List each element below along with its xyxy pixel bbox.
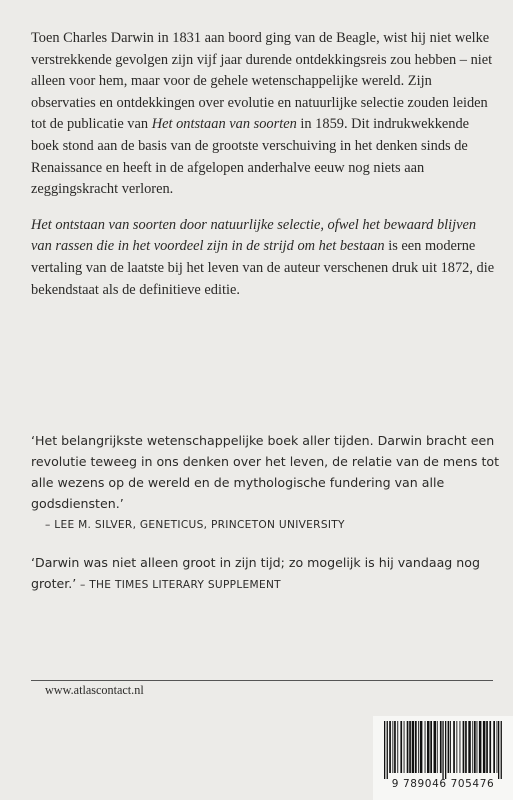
barcode-bar: [493, 721, 495, 773]
barcode-bar: [430, 721, 432, 773]
barcode-bar: [497, 721, 498, 773]
footer-divider: [31, 680, 493, 681]
barcode-panel: [373, 716, 513, 800]
blurb-p1-segment: in 1859. Dit indrukwekkende boek stond aan de basis van de grootste verschuiving in het denken sinds de Renaissance en heeft in de afgelopen anderhalve eeuw nog niets aan zeggingskracht verloren.: [31, 116, 470, 198]
barcode-bar: [394, 721, 396, 773]
barcode-bar: [397, 721, 398, 773]
blurb-p2-segment: is een moderne vertaling van de laatste bij het leven van de auteur verschenen druk uit 1872, die bekendstaat als de definitieve editie.: [31, 238, 495, 298]
barcode-bar: [450, 721, 451, 773]
review-quote-1-attribution: – LEE M. SILVER, GENETICUS, PRINCETON UNIVERSITY: [45, 519, 345, 531]
review-quote-2-text: ‘Darwin was niet alleen groot in zijn tijd; zo mogelijk is hij vandaag nog groter.’: [31, 555, 480, 591]
publisher-website: www.atlascontact.nl: [45, 683, 144, 697]
barcode-bar: [456, 721, 457, 773]
barcode-bar: [468, 721, 471, 773]
barcode-bar: [460, 721, 461, 773]
blurb-p2-segment: Het ontstaan van soorten door natuurlijke selectie, ofwel het bewaard blijven van rassen die in het voordeel zijn in de strijd om het bestaan: [31, 216, 477, 255]
review-quote-2-attribution: – THE TIMES LITERARY SUPPLEMENT: [76, 579, 281, 591]
barcode-bar: [474, 721, 476, 773]
barcode-bar: [387, 721, 388, 779]
barcode-bar: [477, 721, 478, 773]
barcode-bar: [412, 721, 415, 773]
review-quote-2: [31, 552, 501, 596]
barcode-bar: [404, 721, 405, 773]
barcode-bar: [442, 721, 443, 779]
barcode-bar: [407, 721, 409, 773]
barcode-bar: [425, 721, 426, 773]
blurb-paragraph-1: [31, 28, 499, 201]
barcode-bar: [420, 721, 423, 773]
barcode-bar: [400, 721, 402, 773]
barcode-bar: [489, 721, 491, 773]
barcode-bar: [427, 721, 430, 773]
barcode-bar: [418, 721, 419, 773]
blurb-paragraph-2: [31, 215, 499, 301]
blurb-p1-segment: Toen Charles Darwin in 1831 aan boord ging van de Beagle, wist hij niet welke verstrekkende gevolgen zijn vijf jaar durende ontdekkingsreis zou hebben – niet alleen voor hem, maar voor de gehele wetenschappelijke wereld. Zijn observaties en ontdekkingen over evolutie en natuurlijke selectie zouden leiden tot de publicatie van: [31, 30, 493, 133]
barcode-bar: [440, 721, 442, 773]
barcode-bar: [445, 721, 446, 779]
barcode-bar: [389, 721, 391, 773]
barcode-bar: [483, 721, 486, 773]
barcode-icon: [382, 721, 504, 779]
review-quotes: [31, 430, 501, 596]
barcode-bar: [453, 721, 455, 773]
review-quote-1: [31, 430, 501, 536]
barcode-bar: [448, 721, 450, 773]
barcode-bar: [415, 721, 417, 773]
isbn-number: 9 789046 705476: [391, 778, 495, 790]
barcode-bar: [384, 721, 385, 779]
barcode-bar: [479, 721, 482, 773]
barcode-bar: [498, 721, 499, 779]
barcode-bar: [437, 721, 438, 773]
review-quote-1-text: ‘Het belangrijkste wetenschappelijke boek aller tijden. Darwin bracht een revolutie teweeg in ons denken over het leven, de relatie van de mens tot alle wezens op de wereld en de mythologische fundering van alle godsdiensten.’: [31, 433, 500, 511]
barcode-bar: [472, 721, 473, 773]
barcode-bar: [392, 721, 393, 773]
barcode-bar: [465, 721, 467, 773]
blurb-p1-segment: Het ontstaan van soorten: [151, 116, 297, 133]
barcode-bar: [486, 721, 488, 773]
barcode-bar: [463, 721, 465, 773]
barcode-bar: [434, 721, 437, 773]
blurb: [31, 28, 499, 315]
barcode-bar: [409, 721, 411, 773]
barcode-bar: [501, 721, 502, 779]
